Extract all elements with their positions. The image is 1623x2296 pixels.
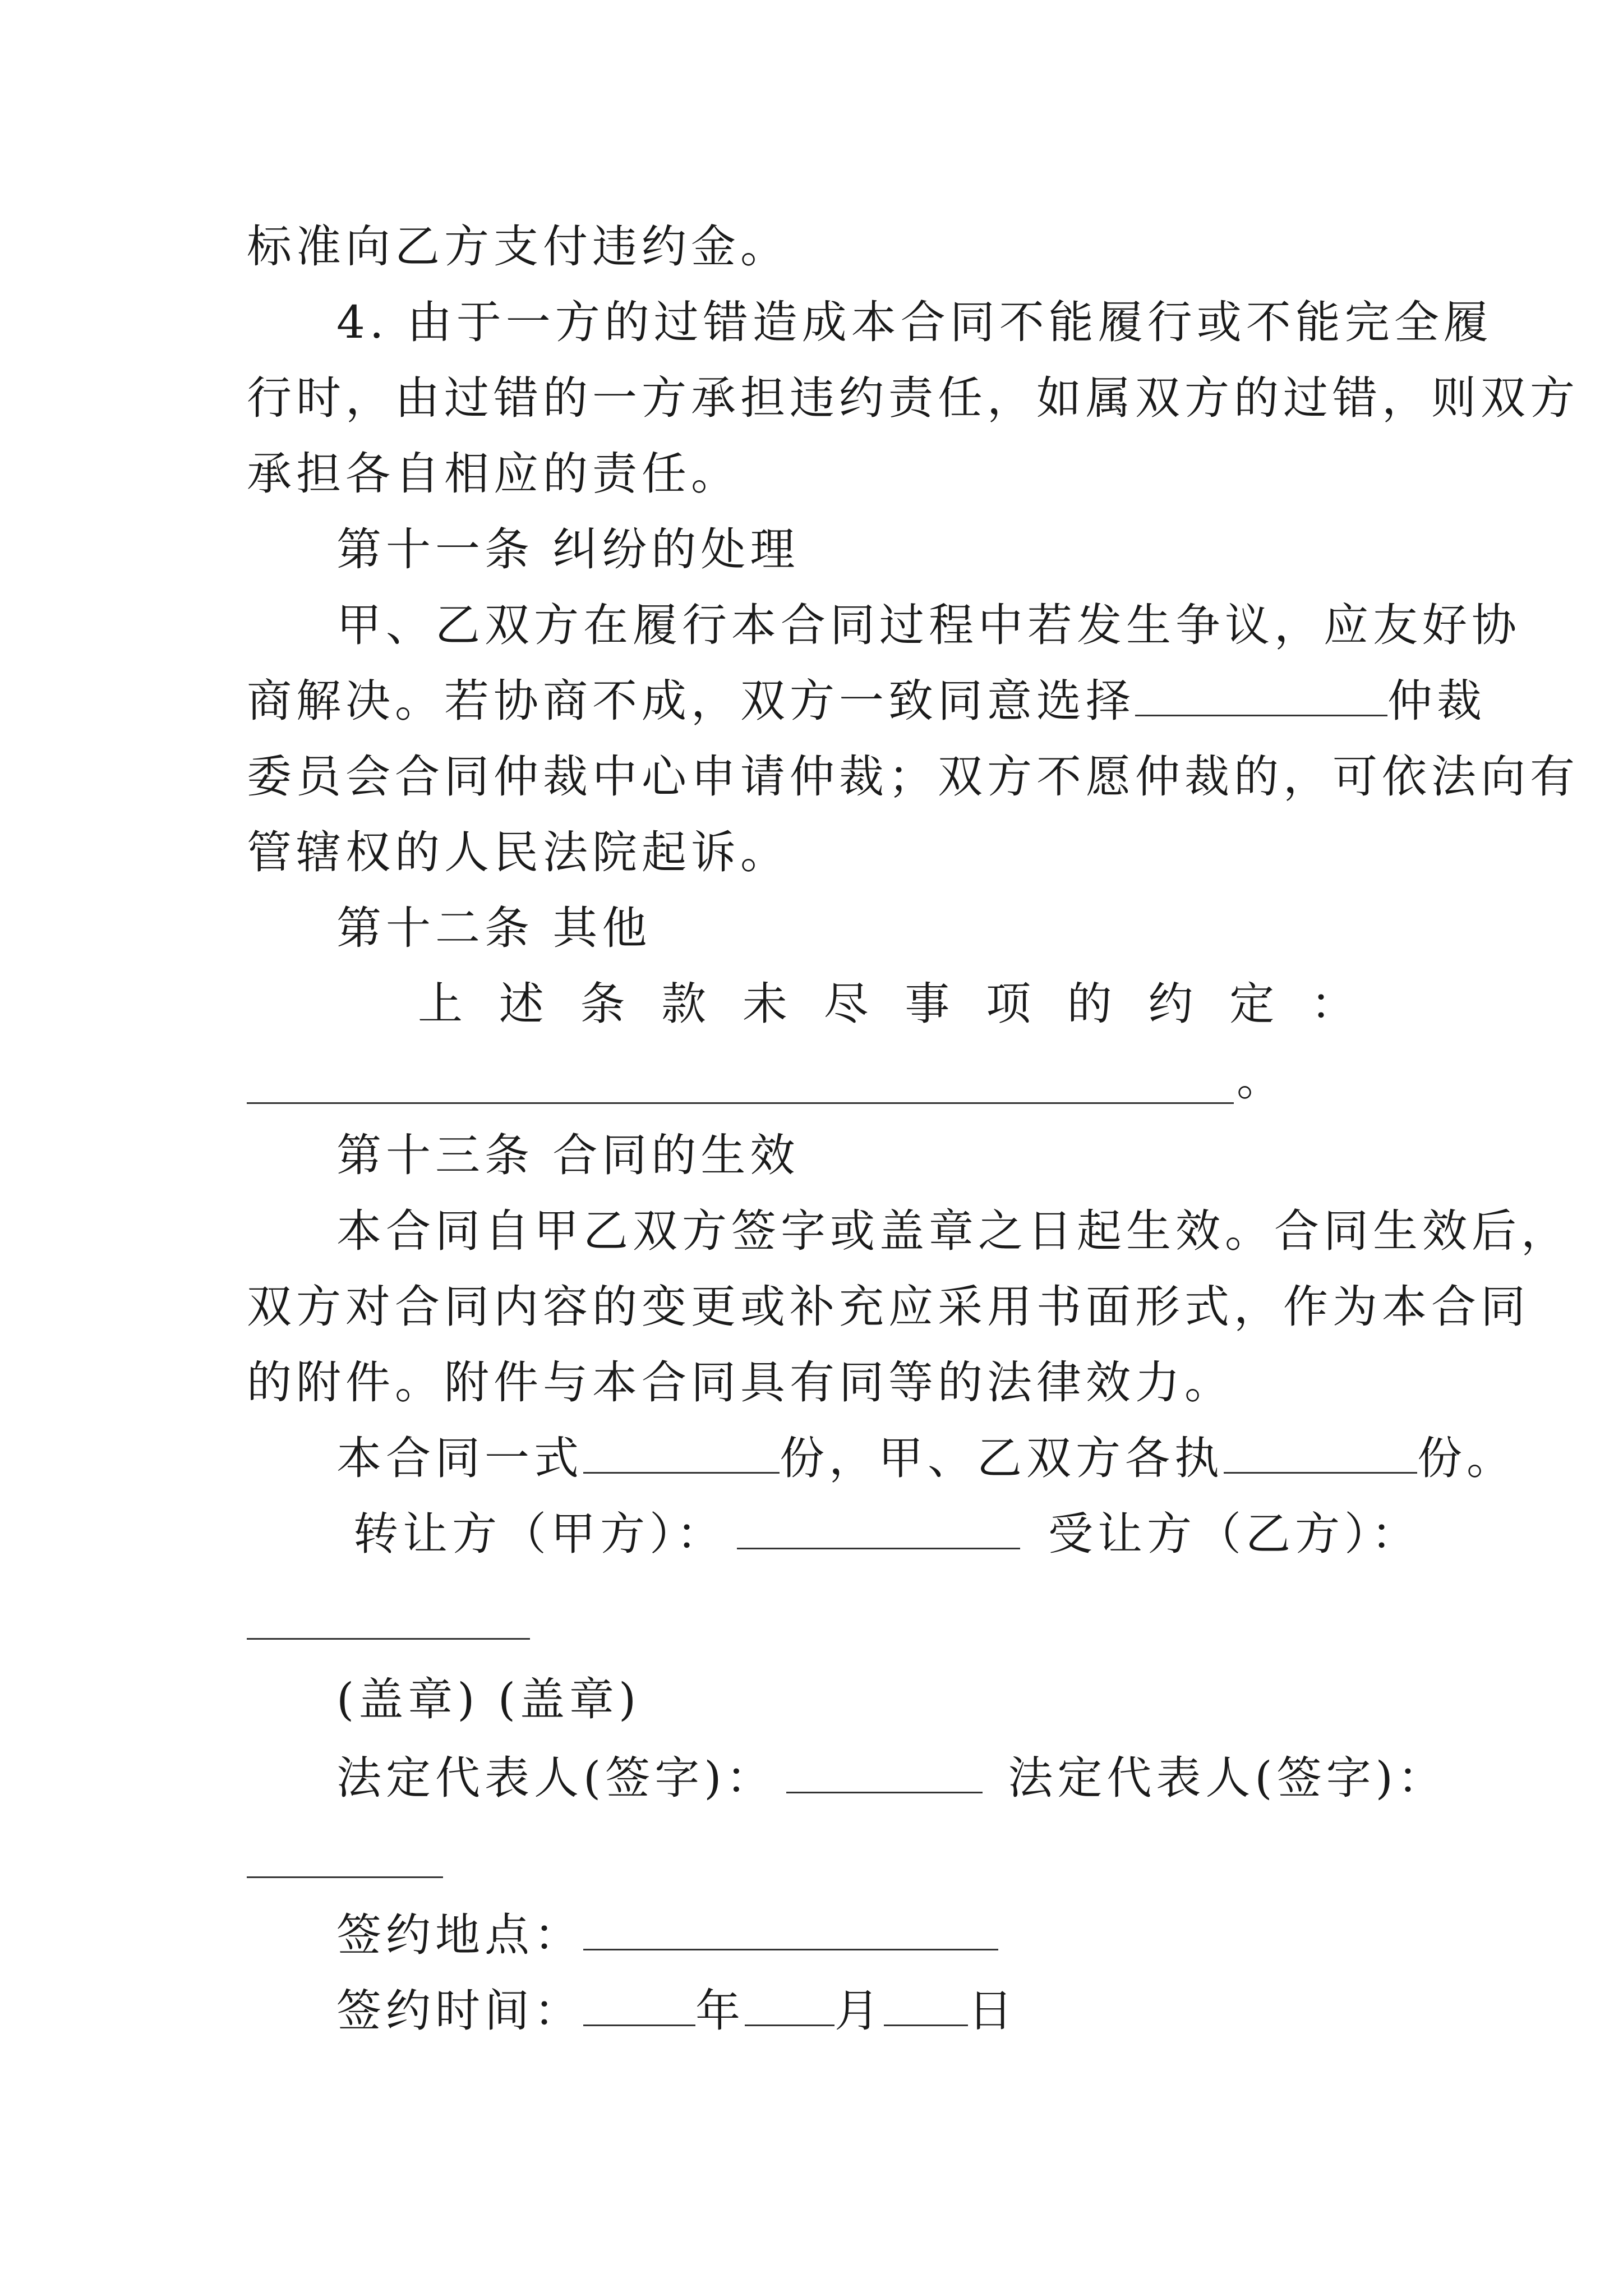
legal-rep-line: [336, 1739, 1447, 1818]
text-line: 甲、乙双方在履行本合同过程中若发生争议，应友好协: [336, 599, 1521, 651]
signing-place-label: 签约地点：: [336, 1909, 583, 1961]
text-segment: 份，甲、乙双方各执: [780, 1432, 1224, 1484]
transferee-blank[interactable]: [247, 1638, 530, 1640]
clause-4-line: 4. 由于一方的过错造成本合同不能履行或不能完全履: [336, 296, 1493, 348]
signing-place-blank[interactable]: [583, 1901, 998, 1950]
parties-line: [353, 1495, 1421, 1573]
transferee-label: 受让方（乙方）：: [1048, 1508, 1421, 1560]
text-line: 行时，由过错的一方承担违约责任，如属双方的过错，则双方: [247, 372, 1579, 424]
month-label: 月: [834, 1985, 884, 2037]
legal-rep-b-blank[interactable]: [247, 1876, 443, 1878]
text-line: 承担各自相应的责任。: [247, 448, 740, 500]
year-label: 年: [695, 1985, 745, 2037]
other-terms-blank[interactable]: [247, 1102, 1234, 1104]
day-blank[interactable]: [884, 1976, 968, 2026]
copies-line: [336, 1419, 1516, 1498]
seal-line: (盖章) (盖章): [336, 1673, 641, 1726]
signing-time-label: 签约时间：: [336, 1985, 583, 2037]
transferor-blank[interactable]: [737, 1499, 1020, 1549]
text-segment: 仲裁: [1387, 675, 1486, 727]
article-11-heading: 第十一条 纠纷的处理: [336, 523, 800, 576]
article-13-heading: 第十三条 合同的生效: [336, 1129, 800, 1181]
text-segment: 。: [1237, 1053, 1286, 1106]
signing-place-line: [336, 1896, 1385, 1975]
month-blank[interactable]: [745, 1976, 834, 2026]
day-label: 日: [968, 1985, 1017, 2037]
arbitration-commission-blank[interactable]: [1135, 666, 1387, 716]
signing-time-line: [336, 1972, 1385, 2050]
text-line: 双方对合同内容的变更或补充应采用书面形式，作为本合同: [247, 1281, 1530, 1333]
text-segment: 份。: [1417, 1432, 1516, 1484]
text-segment: 商解决。若协商不成，双方一致同意选择: [247, 675, 1135, 727]
legal-rep-b-label: 法定代表人(签字)：: [1008, 1752, 1447, 1804]
text-line: 本合同自甲乙双方签字或盖章之日起生效。合同生效后，: [336, 1205, 1570, 1257]
article-12-heading: 第十二条 其他: [336, 902, 652, 954]
text-line: 标准向乙方支付违约金。: [247, 220, 790, 273]
year-blank[interactable]: [583, 1976, 695, 2026]
copies-each-blank[interactable]: [1224, 1424, 1417, 1474]
transferor-label: 转让方（甲方）：: [353, 1508, 726, 1560]
copies-blank[interactable]: [583, 1424, 780, 1474]
text-line: 委员会合同仲裁中心申请仲裁；双方不愿仲裁的，可依法向有: [247, 751, 1579, 803]
text-segment: 本合同一式: [336, 1432, 583, 1484]
legal-rep-a-blank[interactable]: [786, 1743, 983, 1793]
text-line: 的附件。附件与本合同具有同等的法律效力。: [247, 1356, 1234, 1409]
text-line: 管辖权的人民法院起诉。: [247, 826, 790, 878]
legal-rep-a-label: 法定代表人(签字)：: [336, 1752, 776, 1804]
arbitration-line: [247, 662, 1486, 740]
text-line: 上 述 条 款 未 尽 事 项 的 约 定 ：: [418, 978, 1360, 1030]
